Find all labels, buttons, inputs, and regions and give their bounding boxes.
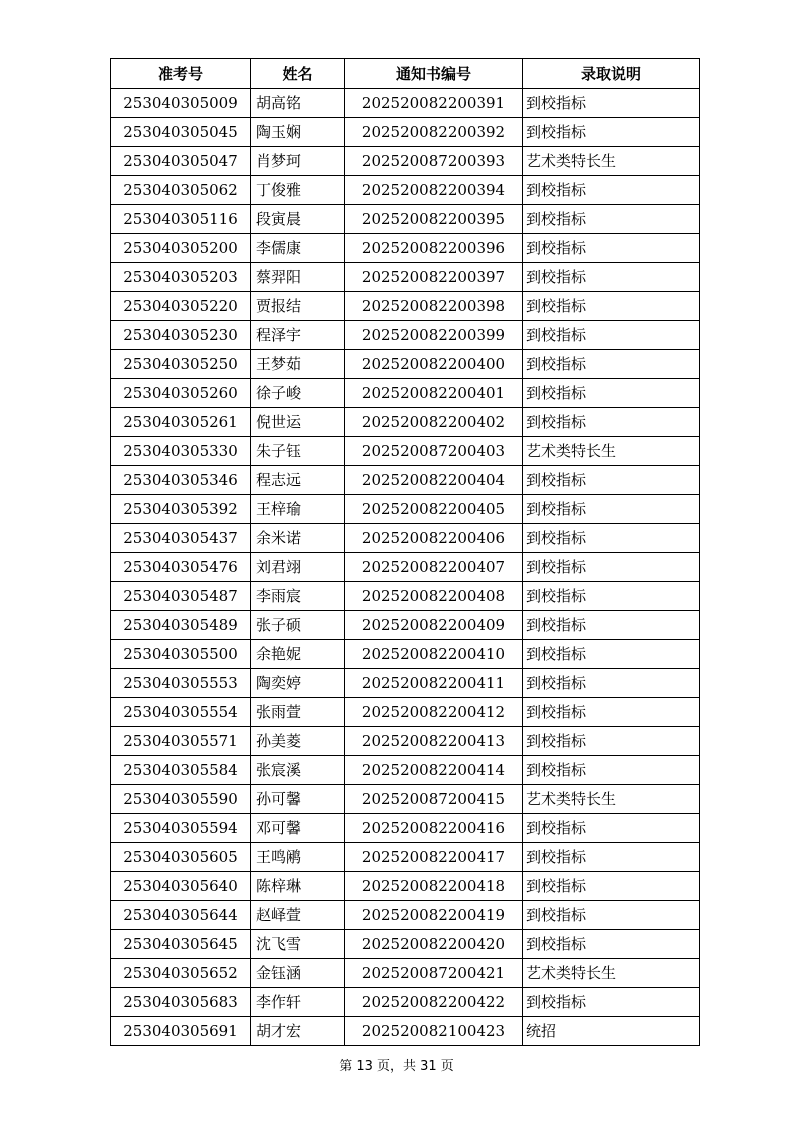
name-cell: 赵峄萱: [251, 901, 345, 930]
exam-no-cell: 253040305640: [111, 872, 251, 901]
admission-note-cell: 艺术类特长生: [523, 147, 700, 176]
name-cell: 肖梦珂: [251, 147, 345, 176]
table-row: [111, 553, 700, 582]
admission-note-cell: 到校指标: [523, 756, 700, 785]
table-row: [111, 669, 700, 698]
admission-note-cell: 到校指标: [523, 495, 700, 524]
table-row: [111, 814, 700, 843]
exam-no-cell: 253040305553: [111, 669, 251, 698]
table-row: [111, 930, 700, 959]
notice-no-cell: 202520082200394: [345, 176, 523, 205]
exam-no-cell: 253040305584: [111, 756, 251, 785]
exam-no-cell: 253040305116: [111, 205, 251, 234]
name-cell: 陶玉娴: [251, 118, 345, 147]
admission-note-cell: 到校指标: [523, 843, 700, 872]
exam-no-cell: 253040305062: [111, 176, 251, 205]
name-cell: 朱子钰: [251, 437, 345, 466]
table-row: [111, 843, 700, 872]
table-row: [111, 495, 700, 524]
notice-no-cell: 202520082200417: [345, 843, 523, 872]
exam-no-cell: 253040305683: [111, 988, 251, 1017]
table-row: [111, 321, 700, 350]
notice-no-cell: 202520082200395: [345, 205, 523, 234]
table-header-row: [111, 59, 700, 89]
notice-no-cell: 202520082200401: [345, 379, 523, 408]
table-row: [111, 408, 700, 437]
admission-note-cell: 到校指标: [523, 901, 700, 930]
admission-note-cell: 到校指标: [523, 408, 700, 437]
table-row: [111, 89, 700, 118]
name-cell: 张宸溪: [251, 756, 345, 785]
exam-no-cell: 253040305392: [111, 495, 251, 524]
exam-no-cell: 253040305009: [111, 89, 251, 118]
name-cell: 孙美菱: [251, 727, 345, 756]
table-row: [111, 1017, 700, 1046]
table-row: [111, 611, 700, 640]
admission-note-cell: 艺术类特长生: [523, 785, 700, 814]
table-row: [111, 147, 700, 176]
exam-no-cell: 253040305487: [111, 582, 251, 611]
exam-no-cell: 253040305230: [111, 321, 251, 350]
notice-no-cell: 202520082200391: [345, 89, 523, 118]
admission-note-cell: 到校指标: [523, 582, 700, 611]
exam-no-cell: 253040305571: [111, 727, 251, 756]
name-cell: 程志远: [251, 466, 345, 495]
table-row: [111, 205, 700, 234]
exam-no-cell: 253040305203: [111, 263, 251, 292]
notice-no-cell: 202520082200410: [345, 640, 523, 669]
name-cell: 丁俊雅: [251, 176, 345, 205]
notice-no-cell: 202520082200400: [345, 350, 523, 379]
table-row: [111, 959, 700, 988]
admission-note-cell: 到校指标: [523, 89, 700, 118]
exam-no-cell: 253040305500: [111, 640, 251, 669]
exam-no-cell: 253040305590: [111, 785, 251, 814]
notice-no-cell: 202520087200415: [345, 785, 523, 814]
table-row: [111, 727, 700, 756]
exam-no-cell: 253040305437: [111, 524, 251, 553]
name-cell: 胡高铭: [251, 89, 345, 118]
admission-note-cell: 到校指标: [523, 669, 700, 698]
admission-note-cell: 到校指标: [523, 698, 700, 727]
admission-note-cell: 到校指标: [523, 205, 700, 234]
notice-no-cell: 202520082200414: [345, 756, 523, 785]
name-cell: 金钰涵: [251, 959, 345, 988]
notice-no-cell: 202520082200409: [345, 611, 523, 640]
name-cell: 段寅晨: [251, 205, 345, 234]
notice-no-cell: 202520082200402: [345, 408, 523, 437]
admission-note-cell: 到校指标: [523, 553, 700, 582]
notice-no-cell: 202520082200396: [345, 234, 523, 263]
notice-no-cell: 202520087200393: [345, 147, 523, 176]
name-cell: 王梦茹: [251, 350, 345, 379]
page-footer: 第 13 页，共 31 页: [339, 1059, 454, 1074]
table-row: [111, 756, 700, 785]
notice-no-cell: 202520082200399: [345, 321, 523, 350]
admission-note-cell: 到校指标: [523, 930, 700, 959]
name-cell: 邓可馨: [251, 814, 345, 843]
table-row: [111, 698, 700, 727]
name-cell: 徐子峻: [251, 379, 345, 408]
admission-note-cell: 到校指标: [523, 379, 700, 408]
header-notice-no: 通知书编号: [345, 59, 523, 89]
notice-no-cell: 202520082200404: [345, 466, 523, 495]
exam-no-cell: 253040305652: [111, 959, 251, 988]
exam-no-cell: 253040305346: [111, 466, 251, 495]
table-row: [111, 785, 700, 814]
admission-note-cell: 到校指标: [523, 988, 700, 1017]
header-admission-note: 录取说明: [523, 59, 700, 89]
notice-no-cell: 202520082200420: [345, 930, 523, 959]
table-row: [111, 176, 700, 205]
admission-note-cell: 艺术类特长生: [523, 437, 700, 466]
name-cell: 倪世运: [251, 408, 345, 437]
table-row: [111, 350, 700, 379]
name-cell: 张子硕: [251, 611, 345, 640]
exam-no-cell: 253040305605: [111, 843, 251, 872]
notice-no-cell: 202520082200412: [345, 698, 523, 727]
notice-no-cell: 202520082200413: [345, 727, 523, 756]
exam-no-cell: 253040305330: [111, 437, 251, 466]
name-cell: 孙可馨: [251, 785, 345, 814]
notice-no-cell: 202520082200416: [345, 814, 523, 843]
admission-note-cell: 到校指标: [523, 640, 700, 669]
exam-no-cell: 253040305045: [111, 118, 251, 147]
table-row: [111, 582, 700, 611]
admission-note-cell: 到校指标: [523, 611, 700, 640]
notice-no-cell: 202520082200422: [345, 988, 523, 1017]
exam-no-cell: 253040305644: [111, 901, 251, 930]
exam-no-cell: 253040305476: [111, 553, 251, 582]
name-cell: 陶奕婷: [251, 669, 345, 698]
admission-note-cell: 到校指标: [523, 118, 700, 147]
admission-note-cell: 到校指标: [523, 814, 700, 843]
admission-note-cell: 到校指标: [523, 466, 700, 495]
exam-no-cell: 253040305250: [111, 350, 251, 379]
name-cell: 陈梓琳: [251, 872, 345, 901]
notice-no-cell: 202520087200421: [345, 959, 523, 988]
exam-no-cell: 253040305645: [111, 930, 251, 959]
table-row: [111, 263, 700, 292]
table-row: [111, 872, 700, 901]
admission-note-cell: 到校指标: [523, 176, 700, 205]
table-row: [111, 234, 700, 263]
name-cell: 沈飞雪: [251, 930, 345, 959]
table-row: [111, 292, 700, 321]
notice-no-cell: 202520082100423: [345, 1017, 523, 1046]
notice-no-cell: 202520082200418: [345, 872, 523, 901]
exam-no-cell: 253040305554: [111, 698, 251, 727]
name-cell: 贾报结: [251, 292, 345, 321]
admission-note-cell: 到校指标: [523, 263, 700, 292]
notice-no-cell: 202520082200392: [345, 118, 523, 147]
table-body: [111, 89, 700, 1046]
table-row: [111, 118, 700, 147]
notice-no-cell: 202520082200406: [345, 524, 523, 553]
notice-no-cell: 202520087200403: [345, 437, 523, 466]
name-cell: 余艳妮: [251, 640, 345, 669]
name-cell: 胡才宏: [251, 1017, 345, 1046]
name-cell: 王梓瑜: [251, 495, 345, 524]
exam-no-cell: 253040305047: [111, 147, 251, 176]
admission-note-cell: 到校指标: [523, 321, 700, 350]
admission-note-cell: 到校指标: [523, 292, 700, 321]
table-row: [111, 466, 700, 495]
name-cell: 李儒康: [251, 234, 345, 263]
admission-note-cell: 到校指标: [523, 234, 700, 263]
admission-note-cell: 到校指标: [523, 872, 700, 901]
notice-no-cell: 202520082200407: [345, 553, 523, 582]
name-cell: 李雨宸: [251, 582, 345, 611]
name-cell: 刘君翊: [251, 553, 345, 582]
admission-note-cell: 到校指标: [523, 350, 700, 379]
exam-no-cell: 253040305594: [111, 814, 251, 843]
table-row: [111, 437, 700, 466]
name-cell: 程泽宇: [251, 321, 345, 350]
table-row: [111, 379, 700, 408]
admission-note-cell: 统招: [523, 1017, 700, 1046]
exam-no-cell: 253040305261: [111, 408, 251, 437]
table-row: [111, 901, 700, 930]
exam-no-cell: 253040305489: [111, 611, 251, 640]
exam-no-cell: 253040305691: [111, 1017, 251, 1046]
admission-note-cell: 艺术类特长生: [523, 959, 700, 988]
notice-no-cell: 202520082200397: [345, 263, 523, 292]
header-name: 姓名: [251, 59, 345, 89]
table-row: [111, 988, 700, 1017]
name-cell: 张雨萱: [251, 698, 345, 727]
header-exam-no: 准考号: [111, 59, 251, 89]
notice-no-cell: 202520082200405: [345, 495, 523, 524]
admission-note-cell: 到校指标: [523, 727, 700, 756]
notice-no-cell: 202520082200419: [345, 901, 523, 930]
name-cell: 李作轩: [251, 988, 345, 1017]
table-row: [111, 524, 700, 553]
notice-no-cell: 202520082200408: [345, 582, 523, 611]
notice-no-cell: 202520082200398: [345, 292, 523, 321]
notice-no-cell: 202520082200411: [345, 669, 523, 698]
name-cell: 王鸣鹇: [251, 843, 345, 872]
name-cell: 余米诺: [251, 524, 345, 553]
exam-no-cell: 253040305260: [111, 379, 251, 408]
admission-table: [110, 58, 700, 1046]
admission-note-cell: 到校指标: [523, 524, 700, 553]
exam-no-cell: 253040305200: [111, 234, 251, 263]
exam-no-cell: 253040305220: [111, 292, 251, 321]
table-row: [111, 640, 700, 669]
name-cell: 蔡羿阳: [251, 263, 345, 292]
